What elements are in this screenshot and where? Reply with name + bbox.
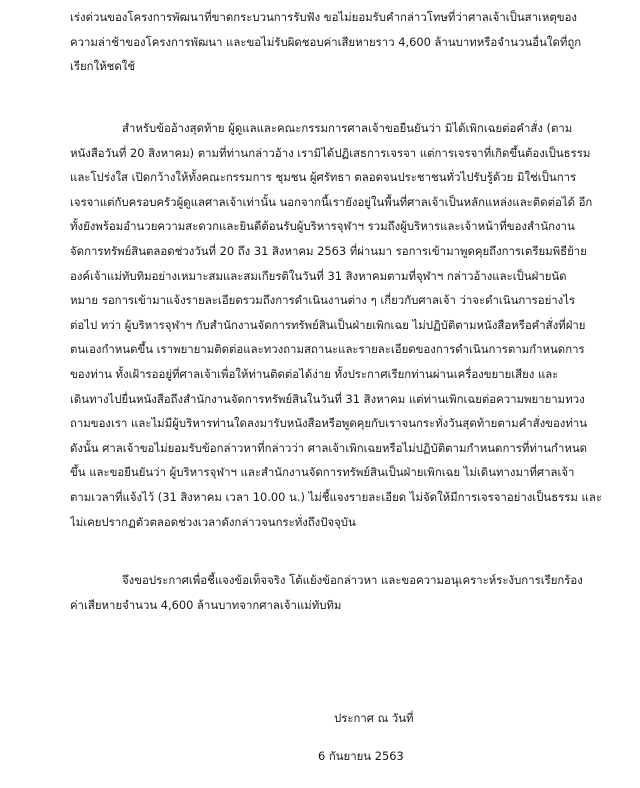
text-line: ของท่าน ทั้งเฝ้ารออยู่ที่ศาลเจ้าเพื่อให้ท่านติดต่อได้ง่าย ทั้งประกาศเรียกท่านผ่านเครื่องขยายเสียง และ	[70, 366, 559, 381]
text-line: เร่งด่วนของโครงการพัฒนาที่ขาดกระบวนการรับฟัง ขอไม่ยอมรับคำกล่าวโทษที่ว่าศาลเจ้าเป็นสาเหตุของ	[70, 10, 577, 24]
text-line: และโปร่งใส เปิดกว้างให้ทั้งคณะกรรมการ ชุมชน ผู้ศรัทธา ตลอดจนประชาชนทั่วไปรับรู้ด้วย มิใช่เป็นการ	[70, 170, 577, 185]
text-line: ดังนั้น ศาลเจ้าขอไม่ยอมรับข้อกล่าวหาที่กล่าวว่า ศาลเจ้าเพิกเฉยหรือไม่ปฏิบัติตามกำหนดการที่ท่านกำหนด	[70, 440, 588, 455]
text-line: ตามเวลาที่แจ้งไว้ (31 สิงหาคม เวลา 10.00 น.) ไม่ชี้แจงรายละเอียด ไม่จัดให้มีการเจรจาอย่างเป็นธรรม และ	[70, 489, 602, 504]
text-line: ความล่าช้าของโครงการพัฒนา และขอไม่รับผิดชอบค่าเสียหายราว 4,600 ล้านบาทหรือจำนวนอื่นใดที่ถูก	[70, 34, 582, 49]
text-line: ค่าเสียหายจำนวน 4,600 ล้านบาทจากศาลเจ้าแม่ทับทิม	[70, 597, 342, 612]
text-line: ต่อไป ทว่า ผู้บริหารจุฬาฯ กับสำนักงานจัดการทรัพย์สินเป็นฝ่ายเพิกเฉย ไม่ปฏิบัติตามหนังสือหรือคำสั่งที่ฝ่าย	[70, 317, 586, 332]
text-line: ถามของเรา และไม่มีผู้บริหารท่านใดลงมารับหนังสือหรือพูดคุยกับเราจนกระทั่งวันสุดท้ายตามคำสั่งของท่าน	[70, 416, 588, 431]
paragraph-continuation	[70, 5, 605, 79]
announcement-date: 6 กันยายน 2563	[318, 749, 404, 763]
text-line: หนังสือวันที่ 20 สิงหาคม) ตามที่ท่านกล่าวอ้าง เรามิได้ปฏิเสธการเจรจา แต่การเจรจาที่เกิดขึ้นต้องเป็นธรรม	[70, 145, 591, 160]
paragraph-final-claim-rebuttal	[70, 116, 605, 534]
text-line: องค์เจ้าแม่ทับทิมอย่างเหมาะสมและสมเกียรติในวันที่ 31 สิงหาคมตามที่จุฬาฯ กล่าวอ้างและเป็นฝ่ายนัด	[70, 268, 567, 283]
text-line: ตนเองกำหนดขึ้น เราพยายามติดต่อและทวงถามสถานะและรายละเอียดของการดำเนินการตามกำหนดการ	[70, 342, 585, 357]
text-line: เรียกให้ชดใช้	[70, 59, 136, 74]
text-line: ทั้งยังพร้อมอำนวยความสะดวกและยินดีต้อนรับผู้บริหารจุฬาฯ รวมถึงผู้บริหารและเจ้าหน้าที่ของสำนักงาน	[70, 219, 575, 234]
text-line: จัดการทรัพย์สินตลอดช่วงวันที่ 20 ถึง 31 สิงหาคม 2563 ที่ผ่านมา รอการเข้ามาพูดคุยถึงการเตรียมพิธีย้าย	[70, 243, 587, 258]
text-line: ขึ้น และขอยืนยันว่า ผู้บริหารจุฬาฯ และสำนักงานจัดการทรัพย์สินเป็นฝ่ายเพิกเฉย ไม่เดินทางมาที่ศาลเจ้า	[70, 465, 575, 480]
text-line: จึงขอประกาศเพื่อชี้แจงข้อเท็จจริง โต้แย้งข้อกล่าวหา และขอความอนุเคราะห์ระงับการเรียกร้อง	[122, 573, 583, 587]
paragraph-announcement	[70, 568, 605, 617]
text-line: เดินทางไปยื่นหนังสือถึงสำนักงานจัดการทรัพย์สินในวันที่ 31 สิงหาคม แต่ท่านเพิกเฉยต่อความพยายามทวง	[70, 391, 585, 406]
text-line: สำหรับข้ออ้างสุดท้าย ผู้ดูแลและคณะกรรมการศาลเจ้าขอยืนยันว่า มิได้เพิกเฉยต่อคำสั่ง (ตาม	[122, 121, 573, 135]
text-line: ไม่เคยปรากฏตัวตลอดช่วงเวลาดังกล่าวจนกระทั่งถึงปัจจุบัน	[70, 514, 356, 529]
announcement-date-label: ประกาศ ณ วันที่	[334, 711, 414, 725]
text-line: เจรจาแต่กับครอบครัวผู้ดูแลศาลเจ้าเท่านั้น นอกจากนี้เรายังอยู่ในพื้นที่ศาลเจ้าเป็นหลักแหล่งและติดต่อได้ อีก	[70, 194, 593, 209]
text-line: หมาย รอการเข้ามาแจ้งรายละเอียดรวมถึงการดำเนินงานต่าง ๆ เกี่ยวกับศาลเจ้า ว่าจะดำเนินการอย่างไร	[70, 293, 576, 308]
